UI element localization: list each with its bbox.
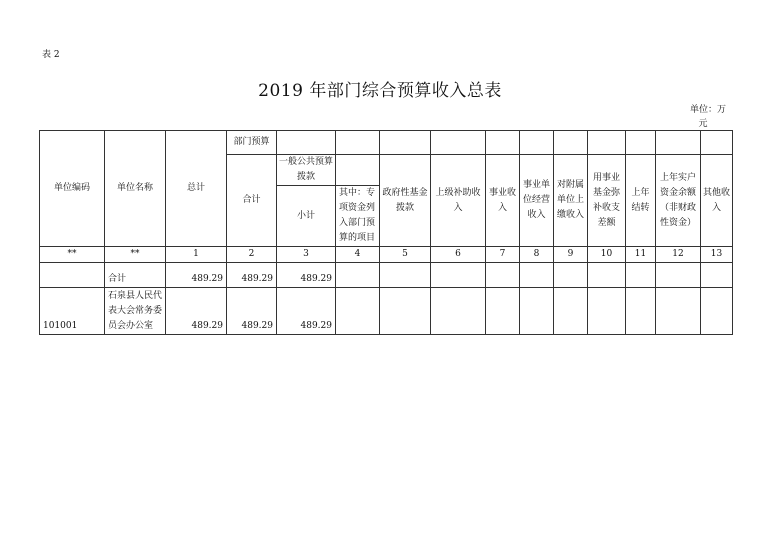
row-total: 489.29 <box>166 288 227 335</box>
index-cell: 1 <box>166 247 227 263</box>
header-prior-balance: 上年实户资金余额（非财政性资金） <box>656 155 701 247</box>
table-number-label: 表 2 <box>42 50 60 60</box>
index-cell: 2 <box>227 247 277 263</box>
header-dept-budget: 部门预算 <box>227 131 277 155</box>
index-cell: 6 <box>431 247 486 263</box>
header-affiliated-income: 对附属单位上缴收入 <box>554 155 588 247</box>
row-code: 101001 <box>40 288 105 335</box>
row-name: 石泉县人民代表大会常务委员会办公室 <box>105 288 166 335</box>
row-subtotal: 489.29 <box>277 263 336 288</box>
index-row <box>40 247 733 263</box>
row-sum: 489.29 <box>227 288 277 335</box>
index-cell: 8 <box>520 247 554 263</box>
index-cell: ** <box>105 247 166 263</box>
index-cell: 4 <box>336 247 380 263</box>
header-subtotal: 小计 <box>277 186 336 247</box>
row-total: 489.29 <box>166 263 227 288</box>
budget-income-table <box>39 130 733 335</box>
header-general-budget: 一般公共预算拨款 <box>277 155 336 186</box>
header-fund-supplement: 用事业基金弥补收支差额 <box>588 155 626 247</box>
header-other-income: 其他收入 <box>701 155 733 247</box>
header-special-item: 其中：专项资金列入部门预算的项目 <box>336 186 380 247</box>
index-cell: 13 <box>701 247 733 263</box>
unit-label-line2: 元 <box>698 119 708 129</box>
index-cell: 3 <box>277 247 336 263</box>
header-business-ops: 事业单位经营收入 <box>520 155 554 247</box>
header-sum: 合计 <box>227 155 277 247</box>
index-cell: 5 <box>380 247 431 263</box>
header-total: 总计 <box>166 131 227 247</box>
table-row <box>40 263 733 288</box>
header-business-income: 事业收入 <box>486 155 520 247</box>
index-cell: 12 <box>656 247 701 263</box>
index-cell: 10 <box>588 247 626 263</box>
row-code <box>40 263 105 288</box>
header-gov-fund: 政府性基金拨款 <box>380 155 431 247</box>
header-unit-code: 单位编码 <box>40 131 105 247</box>
index-cell: 11 <box>626 247 656 263</box>
index-cell: ** <box>40 247 105 263</box>
header-carryover: 上年结转 <box>626 155 656 247</box>
row-sum: 489.29 <box>227 263 277 288</box>
index-cell: 9 <box>554 247 588 263</box>
index-cell: 7 <box>486 247 520 263</box>
unit-label <box>686 103 726 131</box>
row-name: 合计 <box>105 263 166 288</box>
header-unit-name: 单位名称 <box>105 131 166 247</box>
unit-label-line1: 单位：万 <box>689 105 726 115</box>
table-row <box>40 288 733 335</box>
header-superior-subsidy: 上级补助收入 <box>431 155 486 247</box>
page-title: 2019 年部门综合预算收入总表 <box>258 81 502 101</box>
row-subtotal: 489.29 <box>277 288 336 335</box>
